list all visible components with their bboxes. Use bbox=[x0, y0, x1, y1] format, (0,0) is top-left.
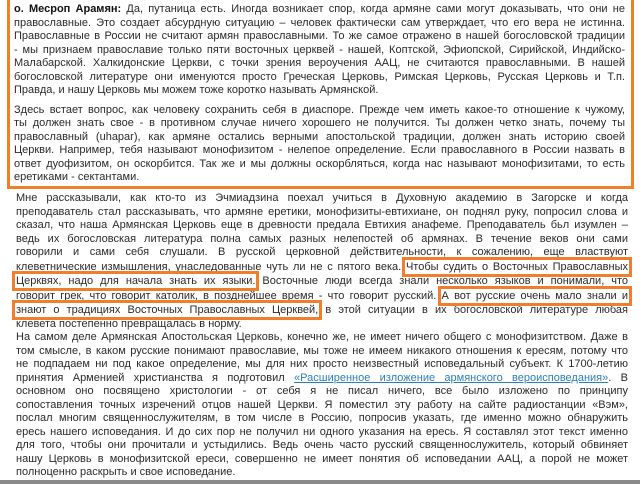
text-segment: говорили и сами себя слушали. В русской церковной действительности, к сожалению, еще властвуют bbox=[16, 246, 628, 258]
text-line bbox=[16, 318, 628, 332]
text-segment: принятия Арменией христианства я подготовил bbox=[16, 371, 295, 384]
text-segment: ведь их богословская литература полна самых разных нелепостей об армянах. В течение веков они сами bbox=[16, 232, 628, 245]
text-segment: На самом деле Армянская Апостольская Церковь, конечно же, не имеет ничего общего с монофизитством. Даже в bbox=[16, 331, 628, 344]
text-segment: . В bbox=[608, 371, 629, 384]
text-line bbox=[14, 117, 625, 131]
text-line bbox=[16, 303, 628, 318]
highlighted-phrase: знают о традициях Восточных Православных Церквей, bbox=[16, 304, 319, 317]
text-segment: сопоставления точных изречений отцов нашей Церкви. Я поместил эту работу на сайте радиостанции «Вэм», bbox=[16, 398, 628, 411]
highlighted-phrase: Церквях, надо для начала знать их языки. bbox=[16, 275, 256, 288]
text-line bbox=[14, 131, 625, 145]
text-segment: - мы признаем православие только пяти восточных церквей - нашей, Коптской, Эфиопской, Сирийской, Индийско- bbox=[14, 43, 625, 56]
article-body bbox=[16, 192, 628, 480]
text-line bbox=[16, 331, 628, 345]
confession-link[interactable]: «Расширенное изложение армянского вероисповедания» bbox=[294, 371, 609, 384]
text-segment: в этой ситуации в их богословской литературе любая bbox=[318, 304, 628, 317]
text-line bbox=[14, 144, 625, 158]
text-line bbox=[16, 412, 628, 426]
main-paragraph bbox=[16, 192, 628, 331]
text-segment: том смысле, в каком русские понимают православие, мы тоже не имеем никакого отношения к ересям, потому что bbox=[16, 344, 628, 357]
text-line bbox=[16, 260, 628, 275]
text-line bbox=[16, 289, 628, 304]
text-line bbox=[16, 439, 628, 453]
text-segment: ересь нашего исповедания. И до сих пор не получил ни одного указания на ересь. Я составлял этот текст именно bbox=[16, 425, 628, 438]
text-segment: не подпадаем ни под какое определение, мы для них просто неизвестный исповедальный субъект. К 1700-летию bbox=[16, 358, 628, 371]
text-segment: богословской литературе они именуются просто Греческая Церковь, Римская Церковь, Русская Церковь и Т.п. bbox=[14, 70, 625, 83]
text-segment: еретиками - сектантами. bbox=[14, 171, 140, 183]
text-segment: Церкви. Например, тебя называют монофизитом - нелепое определение. Если православного в России назвать в bbox=[14, 144, 625, 156]
text-line bbox=[14, 30, 625, 44]
bottom-divider bbox=[0, 480, 640, 484]
text-segment: нашу Церковь в монофизитской ереси, совершенно не имеет понятия об исповедании ААЦ, а порой не может bbox=[16, 452, 628, 465]
text-line bbox=[16, 219, 628, 233]
highlighted-quote-box bbox=[7, 0, 634, 189]
text-segment: Здесь встает вопрос, как человеку сохранить себя в диаспоре. Прежде чем иметь какое-то отношение к чужому, bbox=[14, 103, 625, 116]
text-line bbox=[16, 372, 628, 386]
text-segment: Да, путаница есть. Иногда возникает спор, когда армяне сами могут доказывать, что они не bbox=[121, 3, 625, 15]
text-line bbox=[16, 426, 628, 440]
text-line bbox=[16, 358, 628, 372]
text-segment: для того, чтобы они прочитали и устыдились. Ведь очень часто русский священнослужитель, который обвиняет bbox=[16, 439, 628, 452]
text-line bbox=[14, 57, 625, 71]
text-line bbox=[14, 158, 625, 172]
text-line bbox=[14, 3, 625, 17]
text-segment: послал многим священнослужителям, в том числе в Россию, попросив указать, где именно можно обнаружить bbox=[16, 412, 628, 425]
text-line bbox=[14, 84, 625, 98]
text-line bbox=[14, 17, 625, 31]
text-line bbox=[16, 466, 628, 480]
text-segment: православный (uhapar), как армяне остались верными апостольской традиции, должен знать историю своей bbox=[14, 130, 625, 143]
text-line bbox=[16, 345, 628, 359]
text-segment: Мне рассказывали, как кто-то из Эчмиадзина поехал учиться в Духовную академию в Загорске и когда bbox=[16, 192, 628, 204]
box-paragraph bbox=[14, 3, 625, 98]
text-segment: Правда, и нашу Церковь мы можем тоже коротко называть Армянской. bbox=[14, 84, 379, 96]
highlighted-phrase: А вот русские очень мало знали и bbox=[441, 289, 628, 302]
text-line bbox=[14, 71, 625, 85]
text-segment: преподаватель стал рассказывать, что армяне еретики, монофизиты-евтихиане, он поднял руку, попросил слова и bbox=[16, 205, 628, 218]
text-segment: сказал, что наша Армянская Церковь еще в древности предала Евтихия анафеме. Преподаватель бьл изумлен – bbox=[16, 219, 628, 231]
text-line bbox=[14, 104, 625, 118]
text-line bbox=[16, 206, 628, 220]
text-line bbox=[16, 246, 628, 260]
text-segment: Малабарской. Халкидонские Церкви, с точки зрения вероучения ААЦ, не считаются православными. В нашей bbox=[14, 57, 625, 69]
text-segment: ответ дуофизитом, он оскорбится. Так же и мы должны оскорбляться, когда нас называют монофизитами, то есть bbox=[14, 157, 625, 170]
highlighted-phrase: Чтобы судить о Восточных Православных bbox=[405, 260, 628, 273]
text-line bbox=[16, 453, 628, 467]
text-segment: Православные в России не считают армян православными. То же самое отражено в нашей богословской традиции bbox=[14, 30, 625, 42]
main-paragraph bbox=[16, 331, 628, 480]
text-line bbox=[14, 44, 625, 58]
text-segment: ты должен знать свое - в противном случае ничего хорошего не получится. Ты должен четко знать, почему ты bbox=[14, 117, 625, 129]
text-line bbox=[16, 233, 628, 247]
text-segment: клеветнические измышления, унаследованные чуть ли не с пятого века. bbox=[16, 260, 406, 273]
text-line bbox=[16, 399, 628, 413]
text-segment: православные. Это создает абсурдную ситуацию – человек фактически сам утверждает, что его вера не истинна. bbox=[14, 16, 625, 29]
text-segment: основном оно посвящено христологии - от себя я не писал ничего, все было изложено по принципу bbox=[16, 385, 628, 398]
text-line bbox=[14, 171, 625, 185]
text-segment: клевета постепенно превращалась в норму. bbox=[16, 317, 242, 330]
speaker-name: о. Месроп Арамян: bbox=[14, 3, 122, 15]
text-line bbox=[16, 274, 628, 289]
text-line bbox=[16, 385, 628, 399]
text-segment: полноценно раскрыть и свое исповедание. bbox=[16, 466, 236, 479]
quote-text bbox=[14, 3, 625, 185]
text-segment: говорит грек, что говорит католик, в позднейшее время - что говорит русский. bbox=[16, 289, 442, 302]
box-paragraph bbox=[14, 104, 625, 185]
text-segment: Восточные люди всегда знали несколько языков и понимали, что bbox=[255, 275, 628, 288]
text-line bbox=[16, 192, 628, 206]
